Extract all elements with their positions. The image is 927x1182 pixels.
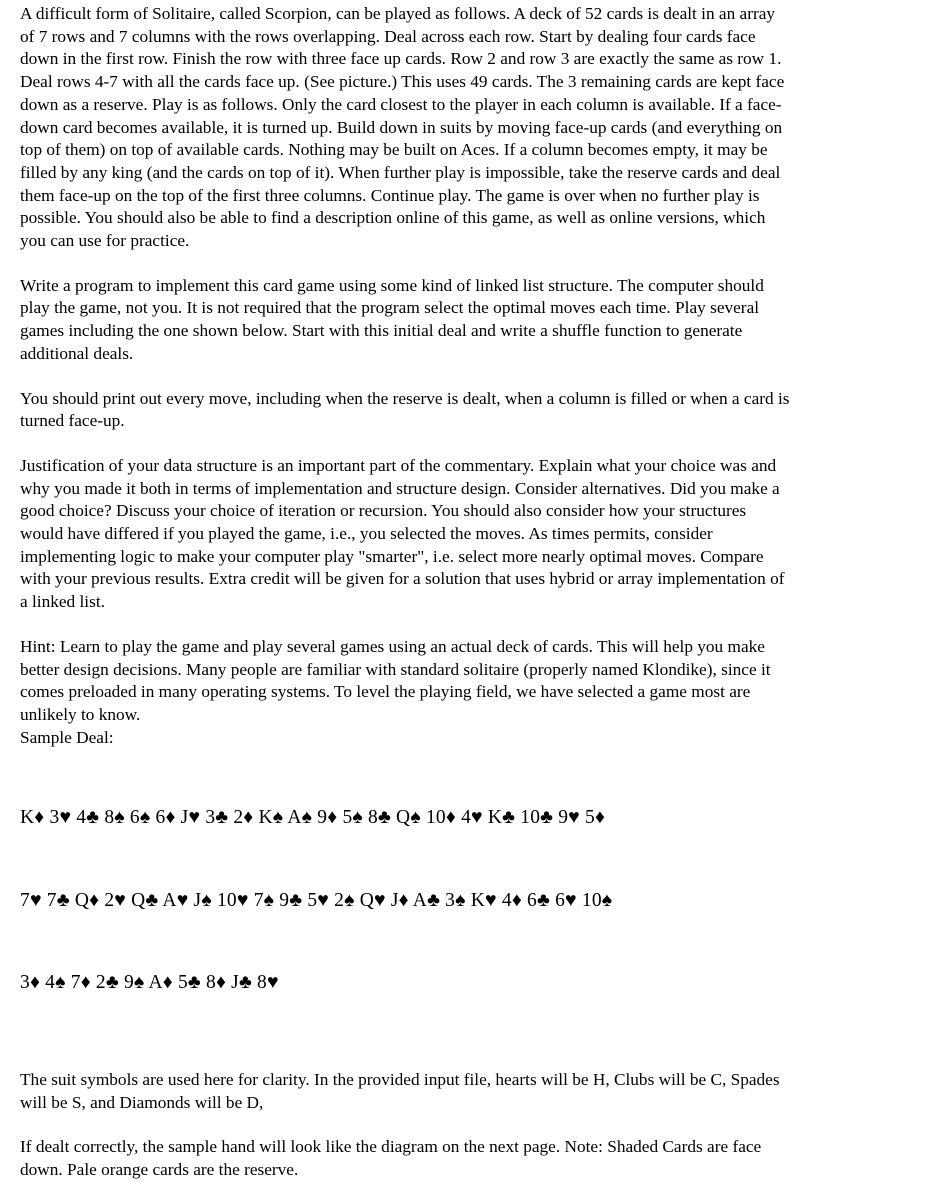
diagram-paragraph: If dealt correctly, the sample hand will look like the diagram on the next page. Note: Shaded Cards are face down. Pale orange cards are the reserve. <box>20 1137 762 1179</box>
sample-deal-label: Sample Deal: <box>20 727 114 747</box>
justification-paragraph: Justification of your data structure is an important part of the commentary. Explain what your choice was and why you made it both in terms of implementation and structure design. Consider alternatives. Did you make a good choice? Discuss your choice of iteration or recursion. You should also consider how your structures would have differed if you played the game, i.e., you selected the moves. As times permits, consider implementing logic to make your computer play "smarter", i.e. select more nearly optimal moves. Compare with your previous results. Extra credit will be given for a solution that uses hybrid or array implementation of a linked list. <box>20 455 785 612</box>
rules-paragraph: A difficult form of Solitaire, called Scorpion, can be played as follows. A deck of 52 cards is dealt in an array of 7 rows and 7 columns with the rows overlapping. Deal across each row. Start by dealing four cards face down in the first row. Finish the row with three face up cards. Row 2 and row 3 are exactly the same as row 1. Deal rows 4-7 with all the cards face up. (See picture.) This uses 49 cards. The 3 remaining cards are kept face down as a reserve. Play is as follows. Only the card closest to the player in each column is available. If a face- down card becomes available, it is turned up. Build down in suits by moving face-up cards (and everything on top of them) on top of available cards. Nothing may be built on Aces. If a column becomes empty, it may be filled by any king (and the cards on top of it). When further play is impossible, take the reserve cards and deal them face-up on the top of the first three columns. Continue play. The game is over when no further play is possible. You should also be able to find a description online of this game, as well as online versions, which you can use for practice. <box>20 4 785 251</box>
program-paragraph: Write a program to implement this card game using some kind of linked list structure. The computer should play the game, not you. It is not required that the program select the optimal moves each time. Play several games including the one shown below. Start with this initial deal and write a shuffle function to generate additional deals. <box>20 275 764 363</box>
sample-deal-line: K♦ 3♥ 4♣ 8♠ 6♠ 6♦ J♥ 3♣ 2♦ K♠ A♠ 9♦ 5♠ 8♣ Q♠ 10♦ 4♥ K♣ 10♣ 9♥ 5♦ <box>20 807 606 829</box>
sample-deal-line: 3♦ 4♠ 7♦ 2♣ 9♠ A♦ 5♣ 8♦ J♣ 8♥ <box>20 972 279 994</box>
hint-paragraph: Hint: Learn to play the game and play several games using an actual deck of cards. This will help you make better design decisions. Many people are familiar with standard solitaire (properly named Klondike), since it comes preloaded in many operating systems. To level the playing field, we have selected a game most are unlikely to know. <box>20 636 771 724</box>
sample-deal-cards <box>20 749 909 1052</box>
sample-deal-line: 7♥ 7♣ Q♦ 2♥ Q♣ A♥ J♠ 10♥ 7♠ 9♣ 5♥ 2♠ Q♥ J♦ A♣ 3♠ K♥ 4♦ 6♣ 6♥ 10♠ <box>20 889 613 911</box>
print-paragraph: You should print out every move, including when the reserve is dealt, when a column is filled or when a card is turned face-up. <box>20 388 790 431</box>
suit-paragraph: The suit symbols are used here for clarity. In the provided input file, hearts will be H, Clubs will be C, Spades will be S, and Diamonds will be D, <box>20 1069 780 1112</box>
